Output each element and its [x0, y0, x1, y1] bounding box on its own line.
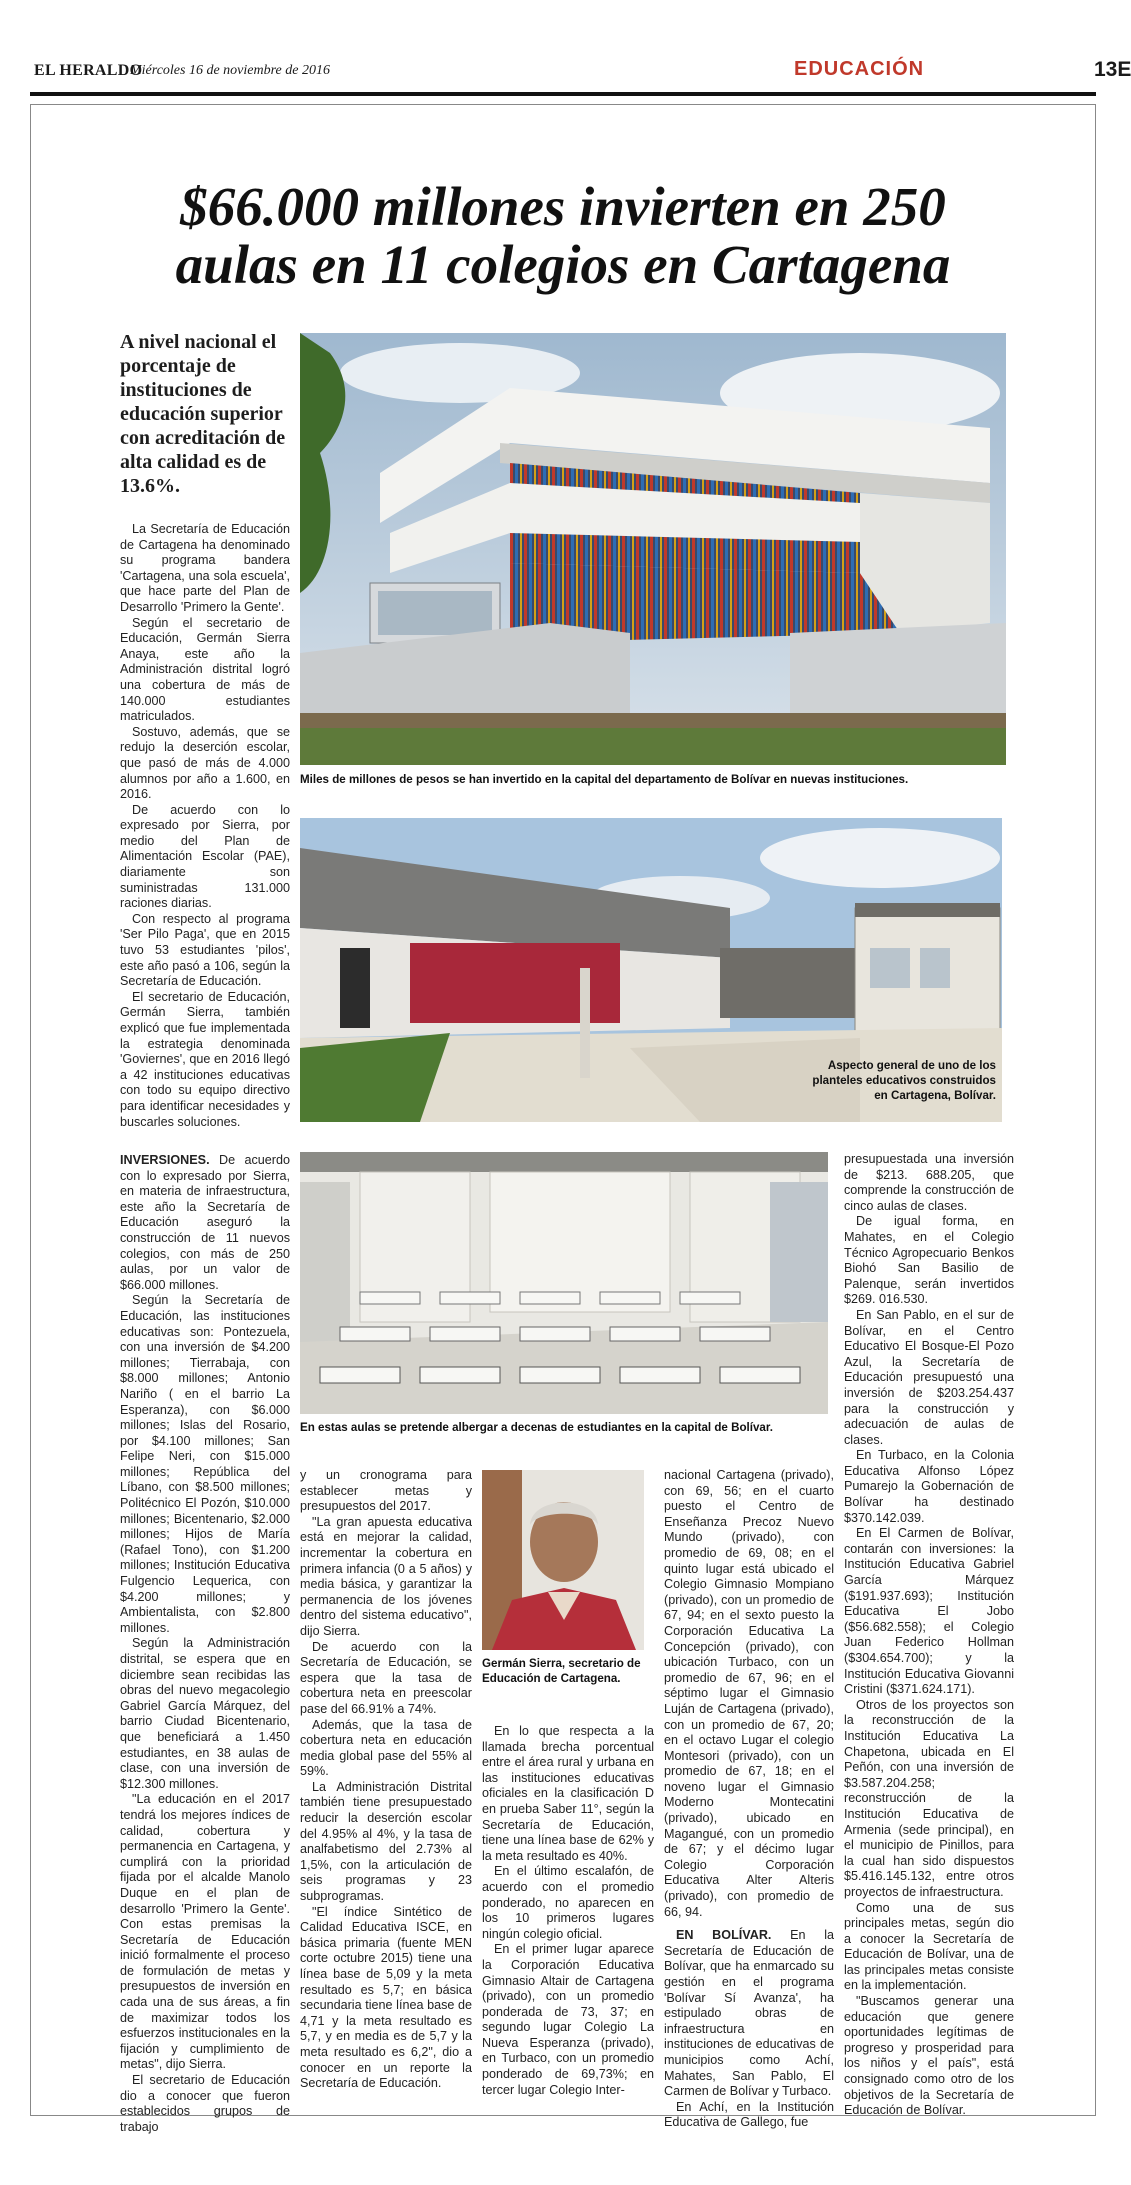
- body-paragraph: En El Carmen de Bolívar, contarán con inversiones: la Institución Educativa Gabriel García Márquez ($191.937.693); Institución Educativa El Jobo ($56.682.558); el Colegio Juan Federico Hollman ($304.654.700); y la Institución Educativa Giovanni Cristini ($371.624.171).: [844, 1526, 1014, 1697]
- body-paragraph: De acuerdo con lo expresado por Sierra, por medio del Plan de Alimentación Escolar (PAE), diariamente son suministradas 131.000 raciones diarias.: [120, 802, 290, 911]
- newspaper-name: EL HERALDO: [34, 62, 143, 79]
- column-1-top: [120, 522, 290, 1130]
- headline-line-2: aulas en 11 colegios en Cartagena: [175, 234, 951, 295]
- body-paragraph: nacional Cartagena (privado), con 69, 56; en el cuarto puesto el Centro de Enseñanza Precoz Nuevo Mundo (privado), con promedio de 69, 08; en el quinto lugar está ubicado el Colegio Gimnasio Mompiano (privado), con un promedio de 67, 94; en el sexto puesto la Corporación Educativa La Concepción (privado), con ubicación Turbaco, con un promedio de 67, 96; en el séptimo lugar el Gimnasio Luján de Cartagena (privado), con un promedio de 67, 20; en el octavo Lugar el colegio Montesori (privado), con un promedio de 67, 18; en el noveno lugar el Gimnasio Moderno Montecatini (privado), ubicado en Magangué, con un promedio de 67; y el décimo lugar Colegio Corporación Educativa Alter Alteris (privado), con promedio de 66, 94.: [664, 1468, 834, 1919]
- building-illustration: [300, 333, 1006, 765]
- body-paragraph: [664, 1928, 834, 2100]
- body-paragraph: En San Pablo, en el sur de Bolívar, en el Centro Educativo El Bosque-El Pozo Azul, la Secretaría de Educación presupuestó una inversión de $203.254.437 para la construcción y adecuación de aulas de clases.: [844, 1307, 1014, 1447]
- column-2: [300, 1468, 472, 2092]
- body-paragraph: Según el secretario de Educación, Germán Sierra Anaya, este año la Administración distrital logró una cobertura de más de 140.000 estudiantes matriculados.: [120, 615, 290, 724]
- body-paragraph: La Administración Distrital también tiene presupuestado reducir la deserción escolar del 4.95% al 4%, y la tasa de analfabetismo del 2.73% al 1,5%, con la articulación de seis programas y 23 subprogramas.: [300, 1779, 472, 1904]
- run-in-heading-inversiones: INVERSIONES.: [120, 1153, 210, 1167]
- building-photo-caption: Miles de millones de pesos se han invertido en la capital del departamento de Bolívar en nuevas instituciones.: [300, 773, 909, 786]
- classroom-illustration: [300, 1152, 828, 1414]
- campus-photo-caption: [760, 1058, 996, 1103]
- portrait-photo: [482, 1470, 644, 1650]
- body-text: De acuerdo con lo expresado por Sierra, en materia de infraestructura, este año la Secretaría de Educación aseguró la construcción de 11 nuevos colegios, con más de 250 aulas, por un valor de $66.000 millones.: [120, 1153, 290, 1292]
- portrait-caption: [482, 1656, 652, 1686]
- body-paragraph: En el último escalafón, de acuerdo con el promedio ponderado, no aparecen en los 10 primeros lugares ningún colegio oficial.: [482, 1864, 654, 1941]
- column-3: [482, 1724, 654, 2098]
- body-paragraph: Además, que la tasa de cobertura neta en educación media global pase del 55% al 59%.: [300, 1717, 472, 1779]
- body-paragraph: [120, 1153, 290, 1293]
- section-name: EDUCACIÓN: [794, 58, 925, 80]
- body-paragraph: Otros de los proyectos son la reconstrucción de la Institución Educativa La Chapetona, ubicada en El Peñón, con una inversión de $3.587.204.258; reconstrucción de la Institución Educativa de Armenia (sede principal), en el municipio de Pinillos, para la cual han sido dispuestos $5.416.145.132, entre otros proyectos de infraestructura.: [844, 1697, 1014, 1899]
- body-paragraph: En Achí, en la Institución Educativa de Gallego, fue: [664, 2099, 834, 2130]
- page-header: [30, 56, 1131, 86]
- campus-caption-line-2: planteles educativos construidos: [812, 1074, 996, 1087]
- body-paragraph: Según la Administración distrital, se espera que en diciembre sean recibidas las obras del nuevo megacolegio Gabriel García Márquez, del barrio Ciudad Bicentenario, que beneficiará a 1.450 estudiantes, en 38 aulas de clase, con una inversión de $12.300 millones.: [120, 1636, 290, 1791]
- body-paragraph: De igual forma, en Mahates, en el Colegio Técnico Agropecuario Benkos Biohó San Basilio de Palenque, serán invertidos $269. 016.530.: [844, 1214, 1014, 1307]
- column-1-bottom: [120, 1153, 290, 2135]
- body-paragraph: "Buscamos generar una educación que genere oportunidades legítimas de progreso y prosperidad para los niños y el país", está consignado como otro de los objetivos de la Secretaría de Educación de Bolívar.: [844, 1994, 1014, 2118]
- campus-caption-line-1: Aspecto general de uno de los: [827, 1059, 996, 1072]
- body-paragraph: presupuestada una inversión de $213. 688.205, que comprende la construcción de cinco aulas de clases.: [844, 1152, 1014, 1213]
- body-paragraph: En Turbaco, en la Colonia Educativa Alfonso López Pumarejo la Gobernación de Bolívar ha destinado $370.142.039.: [844, 1448, 1014, 1525]
- body-paragraph: El secretario de Educación, Germán Sierra, también explicó que fue implementada la estrategia denominada 'Goviernes', que en 2016 llegó a 42 instituciones educativas con todo su equipo directivo para identificar necesidades y buscarles soluciones.: [120, 989, 290, 1129]
- classroom-photo: [300, 1152, 828, 1414]
- body-text: En la Secretaría de Educación de Bolívar, que ha enmarcado su gestión en el programa 'Bolívar Sí Avanza', ha estipulado obras de infraestructura en instituciones de educativas de municipios como Achí, Mahates, San Pablo, El Carmen de Bolívar y Turbaco.: [664, 1928, 834, 2099]
- body-paragraph: Sostuvo, además, que se redujo la deserción escolar, que pasó de más de 4.000 alumnos por año a 1.600, en 2016.: [120, 724, 290, 802]
- body-paragraph: El secretario de Educación dio a conocer que fueron establecidos grupos de trabajo: [120, 2073, 290, 2134]
- body-paragraph: De acuerdo con la Secretaría de Educación, se espera que la tasa de cobertura neta en preescolar pase del 66.91% a 74%.: [300, 1639, 472, 1716]
- issue-date: Miércoles 16 de noviembre de 2016: [130, 63, 330, 78]
- building-photo: [300, 333, 1006, 765]
- portrait-caption-line-1: Germán Sierra, secretario de: [482, 1657, 641, 1670]
- portrait-illustration: [482, 1470, 644, 1650]
- body-paragraph: Según la Secretaría de Educación, las instituciones educativas son: Pontezuela, con una inversión de $4.200 millones; Tierrabaja, con $8.000 millones; Antonio Nariño ( en el barrio La Esperanza), con $6.000 millones; Islas del Rosario, por $4.100 millones; San Felipe Neri, con $15.000 millones; República del Líbano, con $8.500 millones; Politécnico El Pozón, $10.000 millones; Bicentenario, $2.000 millones; Hijos de María (Rafael Tono), con $1.200 millones; Institución Educativa Fulgencio Lequerica, con $4.200 millones; y Ambientalista, con $2.800 millones.: [120, 1293, 290, 1635]
- headline: [40, 178, 1086, 294]
- body-paragraph: Con respecto al programa 'Ser Pilo Paga', que en 2015 tuvo 53 estudiantes 'pilos', este año pasó a 106, según la Secretaría de Educación.: [120, 911, 290, 989]
- deck: A nivel nacional el porcentaje de instituciones de educación superior con acreditación de alta calidad es de 13.6%.: [120, 331, 286, 497]
- body-paragraph: "La educación en el 2017 tendrá los mejores índices de calidad, cobertura y permanencia en Cartagena, y cumplirá con la prioridad fijada por el alcalde Manolo Duque en el plan de desarrollo 'Primero la Gente'. Con estas premisas la Secretaría de Educación inició formalmente el proceso de formulación de metas y presupuestos de inversión en cada una de sus áreas, a fin de maximizar todos los esfuerzos institucionales en la fijación y cumplimiento de metas", dijo Sierra.: [120, 1792, 290, 2072]
- portrait-caption-line-2: Educación de Cartagena.: [482, 1672, 621, 1685]
- column-4: [664, 1468, 834, 2131]
- page-number: 13E: [1094, 58, 1131, 81]
- body-paragraph: Como una de sus principales metas, según dio a conocer la Secretaría de Educación de Bolívar, una de las principales metas consiste en la implementación.: [844, 1900, 1014, 1993]
- header-rule: [30, 92, 1096, 96]
- body-paragraph: En lo que respecta a la llamada brecha porcentual entre el área rural y urbana en las instituciones educativas oficiales en la clasificación D en prueba Saber 11°, según la Secretaría de Educación, tiene una línea base de 62% y la meta resultado es 40%.: [482, 1724, 654, 1863]
- run-in-heading-en-bolivar: EN BOLÍVAR.: [676, 1928, 772, 1943]
- column-5: [844, 1152, 1014, 2119]
- body-paragraph: En el primer lugar aparece la Corporación Educativa Gimnasio Altair de Cartagena (privado), con un promedio ponderada de 73, 37; en segundo lugar Colegio La Nueva Esperanza (privado), en Turbaco, con un promedio ponderado de 69,73%; en tercer lugar Colegio Inter-: [482, 1942, 654, 2097]
- classroom-photo-caption: En estas aulas se pretende albergar a decenas de estudiantes en la capital de Bolívar.: [300, 1421, 773, 1434]
- body-paragraph: y un cronograma para establecer metas y presupuestos del 2017.: [300, 1468, 472, 1514]
- headline-line-1: $66.000 millones invierten en 250: [180, 176, 946, 237]
- campus-caption-line-3: en Cartagena, Bolívar.: [874, 1089, 996, 1102]
- body-paragraph: "La gran apuesta educativa está en mejorar la calidad, incrementar la cobertura en primera infancia (0 a 5 años) y media básica, y garantizar la permanencia de los jóvenes dentro del sistema educativo", dijo Sierra.: [300, 1514, 472, 1638]
- body-paragraph: La Secretaría de Educación de Cartagena ha denominado su programa bandera 'Cartagena, una sola escuela', que hace parte del Plan de Desarrollo 'Primero la Gente'.: [120, 522, 290, 614]
- body-paragraph: "El índice Sintético de Calidad Educativa ISCE, en básica primaria (fuente MEN corte octubre 2015) tiene una línea base de 5,09 y la meta resultado es 5,7; en básica secundaria tiene línea base de 4,71 y la meta resultado es 5,7, y en media es de 5,7 y la meta resultado es 6,2", dio a conocer en un reporte la Secretaría de Educación.: [300, 1904, 472, 2091]
